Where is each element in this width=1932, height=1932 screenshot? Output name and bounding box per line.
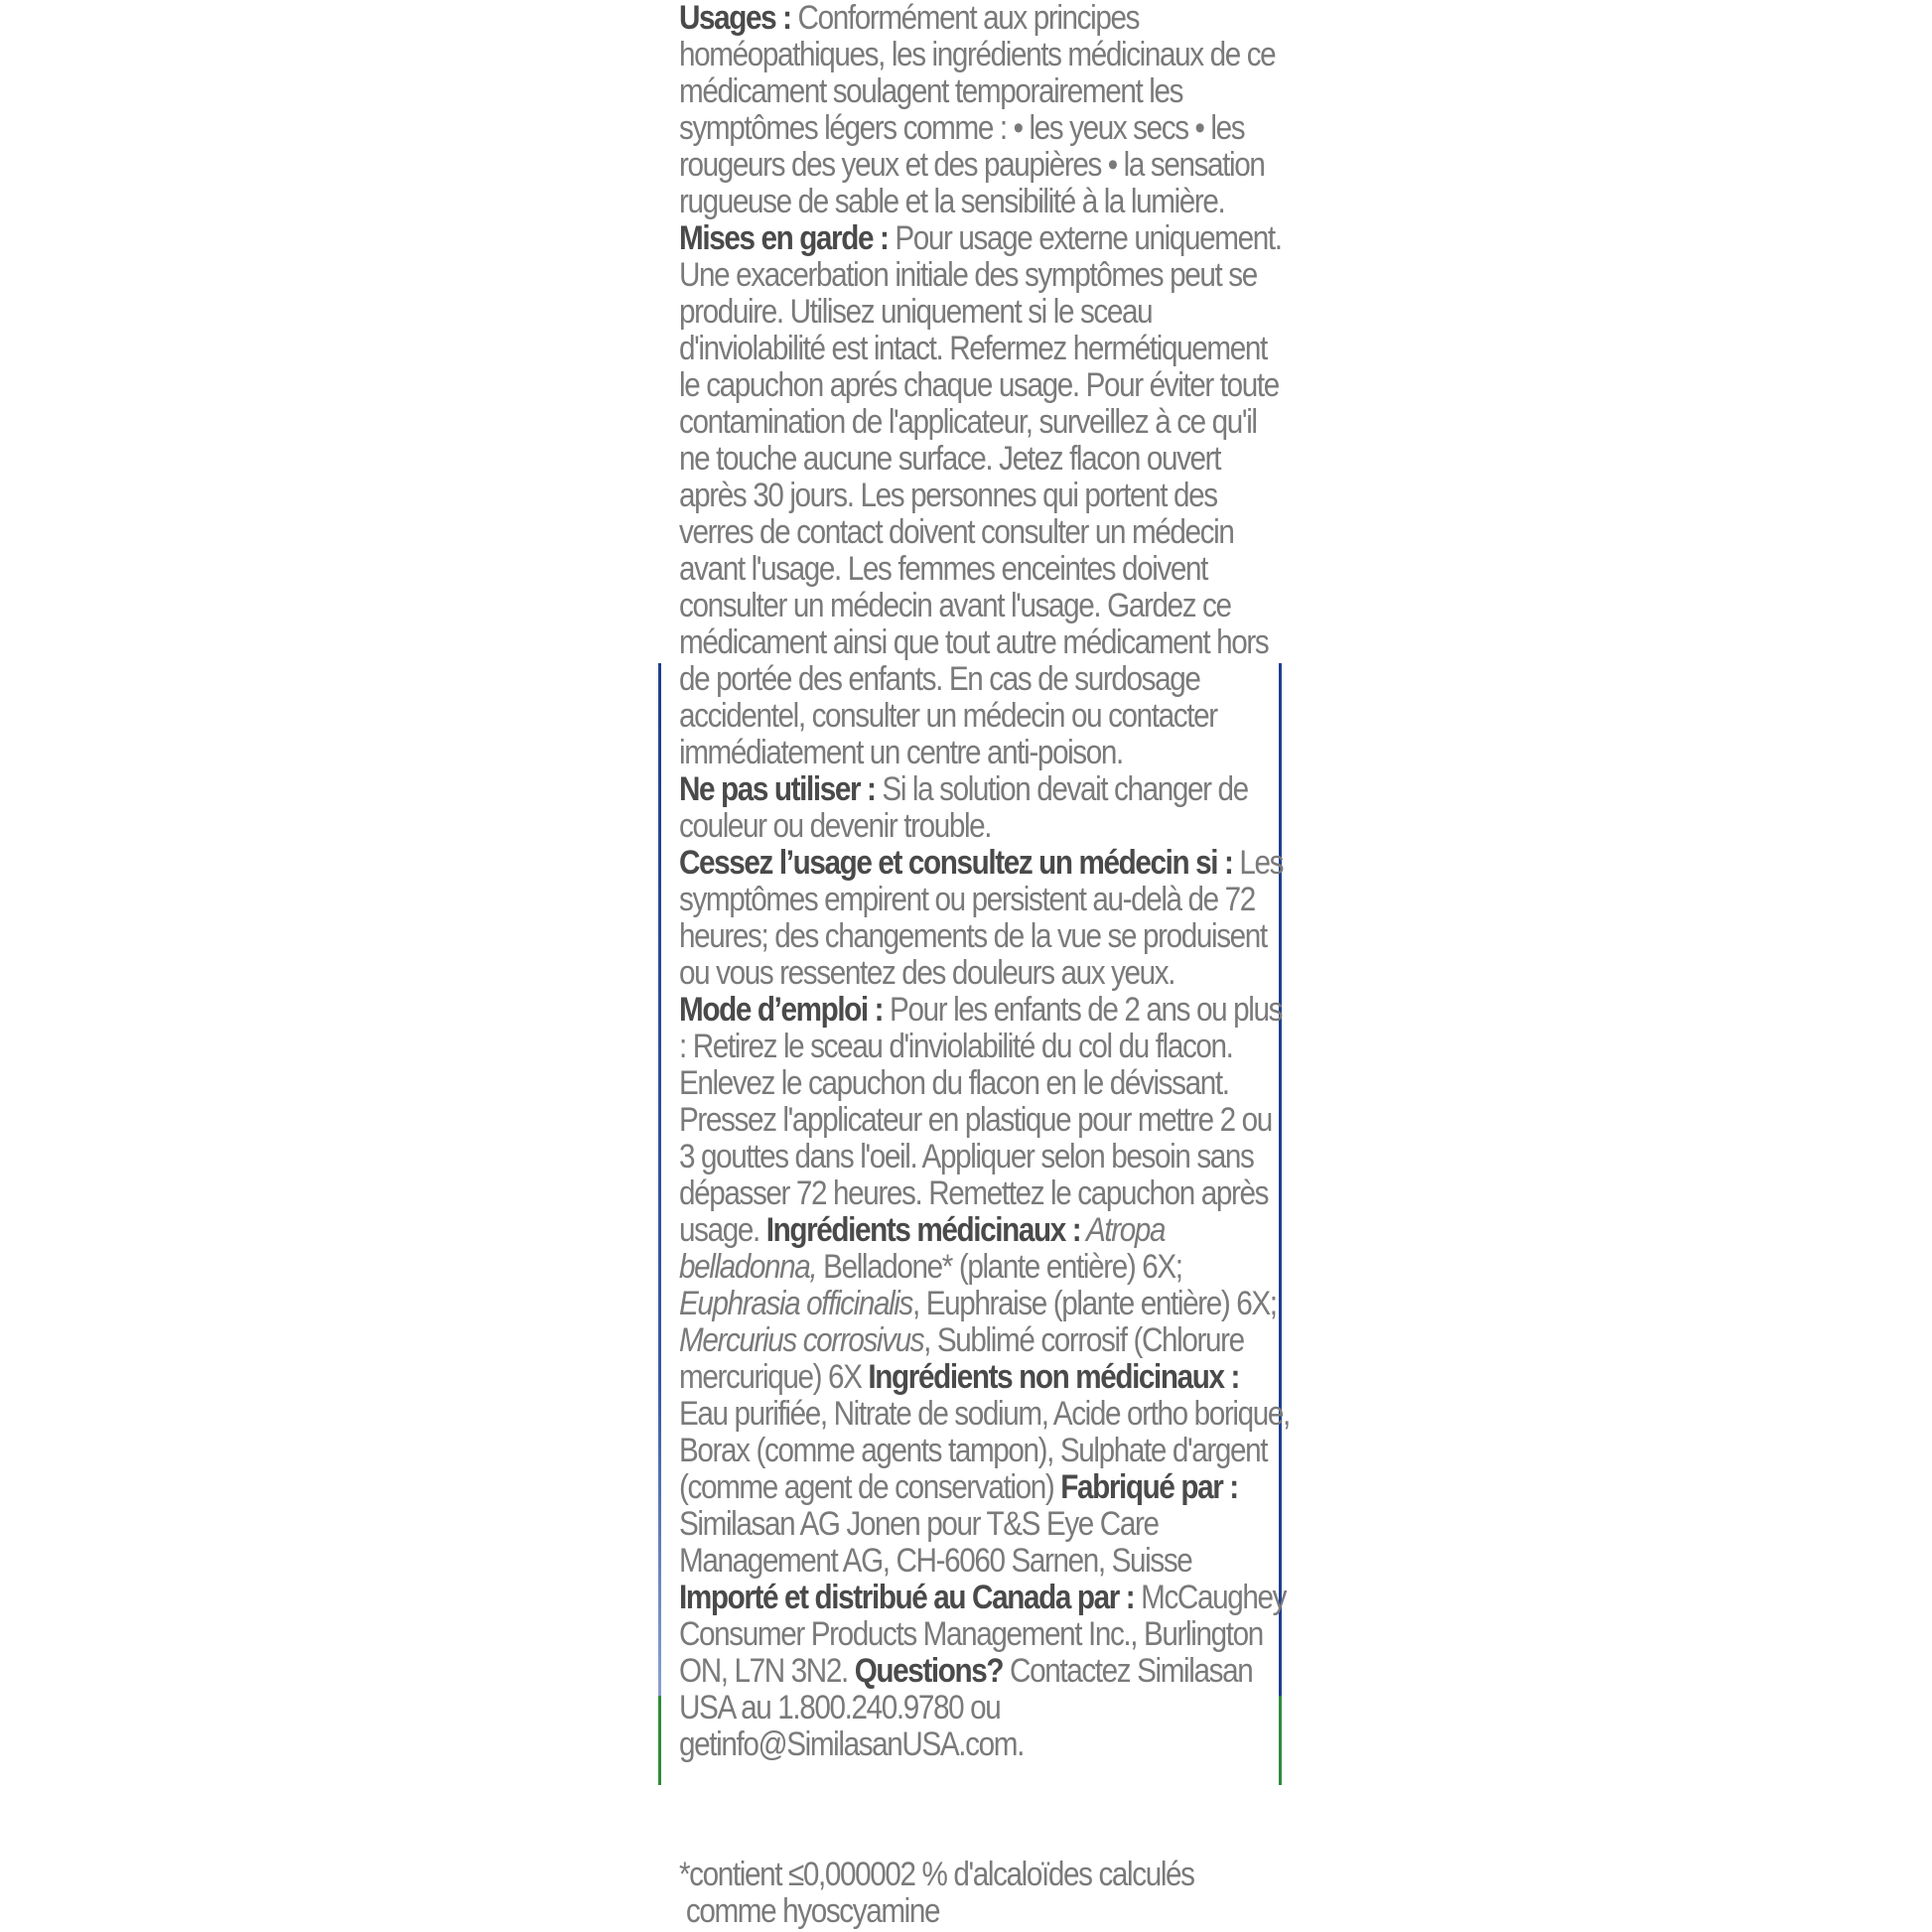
- left-green-rule: [658, 1696, 661, 1785]
- left-blue-rule: [658, 663, 661, 1696]
- ingredient-3-latin: Mercurius corrosivus: [679, 1321, 924, 1359]
- manufacturer-heading: Fabriqué par :: [1060, 1468, 1238, 1506]
- footnote: [679, 1857, 1290, 1930]
- directions-section: [679, 992, 1290, 1763]
- directions-text: Pour les enfants de 2 ans ou plus : Retirez le sceau d'inviolabilité du col du flacon. Enlevez le capuchon du flacon en le dévissant. Pressez l'applicateur en plastique pour mettre 2 ou 3 gouttes dans l'oeil. Appliquer selon besoin sans dépasser 72 heures. Remettez le capuchon après usage.: [679, 991, 1283, 1249]
- usages-text: Conformément aux principes homéopathiques, les ingrédients médicinaux de ce médicament soulagent temporairement les symptômes légers comme : • les yeux secs • les rougeurs des yeux et des paupières • la sensation rugueuse de sable et la sensibilité à la lumière.: [679, 0, 1276, 220]
- footnote-line-1: *contient ≤0,000002 % d'alcaloïdes calculés: [679, 1856, 1194, 1893]
- directions-heading: Mode d’emploi :: [679, 991, 884, 1029]
- non-medicinal-text: Eau purifiée, Nitrate de sodium, Acide ortho borique, Borax (comme agents tampon), Sulphate d'argent (comme agent de conservation): [679, 1395, 1290, 1506]
- do-not-use-section: [679, 771, 1290, 845]
- stop-use-heading: Cessez l’usage et consultez un médecin si :: [679, 844, 1233, 882]
- usages-heading: Usages :: [679, 0, 791, 37]
- importer-text: McCaughey Consumer Products Management Inc., Burlington ON, L7N 3N2.: [679, 1579, 1287, 1690]
- warnings-heading: Mises en garde :: [679, 219, 889, 257]
- ingredient-2-latin: Euphrasia officinalis: [679, 1285, 912, 1322]
- ingredient-1-latin: Atropa belladonna,: [679, 1211, 1166, 1286]
- warnings-text: Pour usage externe uniquement. Une exacerbation initiale des symptômes peut se produire. Utilisez uniquement si le sceau d'inviolabilité est intact. Refermez hermétiquement le capuchon aprés chaque usage. Pour éviter toute contamination de l'applicateur, surveillez à ce qu'il ne touche aucune surface. Jetez flacon ouvert après 30 jours. Les personnes qui portent des verres de contact doivent consulter un médecin avant l'usage. Les femmes enceintes doivent consulter un médecin avant l'usage. Gardez ce médicament ainsi que tout autre médicament hors de portée des enfants. En cas de surdosage accidentel, consulter un médecin ou contacter immédiatement un centre anti-poison.: [679, 219, 1282, 771]
- do-not-use-heading: Ne pas utiliser :: [679, 770, 876, 808]
- ingredient-2-text: , Euphraise (plante entière) 6X;: [911, 1285, 1277, 1322]
- non-medicinal-heading: Ingrédients non médicinaux :: [868, 1358, 1240, 1396]
- manufacturer-text: Similasan AG Jonen pour T&S Eye Care Management AG, CH-6060 Sarnen, Suisse: [679, 1505, 1192, 1580]
- do-not-use-text: Si la solution devait changer de couleur ou devenir trouble.: [679, 770, 1248, 845]
- footnote-line-2: comme hyoscyamine: [685, 1892, 940, 1930]
- stop-use-section: [679, 845, 1290, 992]
- usages-section: [679, 0, 1290, 220]
- label-text: [679, 0, 1290, 1763]
- questions-text: Contactez Similasan USA au 1.800.240.9780 ou getinfo@SimilasanUSA.com.: [679, 1652, 1253, 1763]
- importer-heading: Importé et distribué au Canada par :: [679, 1579, 1135, 1616]
- medicinal-heading: Ingrédients médicinaux :: [765, 1211, 1081, 1249]
- ingredient-3-text: , Sublimé corrosif (Chlorure mercurique) 6X: [679, 1321, 1244, 1396]
- ingredient-1-text: Belladone* (plante entière) 6X;: [816, 1248, 1182, 1286]
- questions-heading: Questions?: [854, 1652, 1004, 1690]
- stop-use-text: Les symptômes empirent ou persistent au-delà de 72 heures; des changements de la vue se produisent ou vous ressentez des douleurs aux yeux.: [679, 844, 1284, 992]
- warnings-section: [679, 220, 1290, 771]
